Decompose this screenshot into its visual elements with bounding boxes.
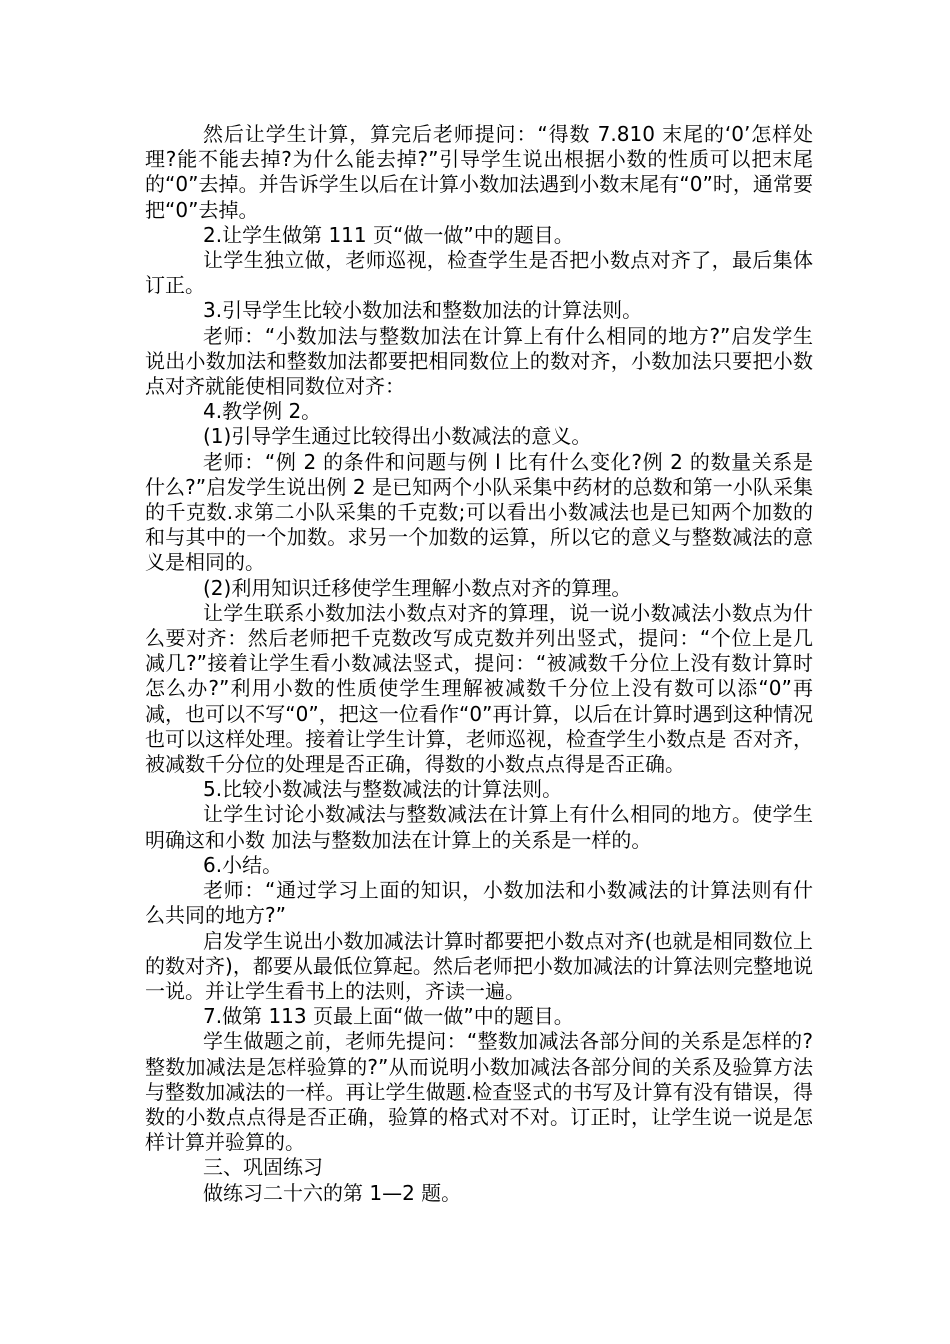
document-body <box>145 122 813 1206</box>
paragraph-exercise: 做练习二十六的第 1—2 题。 <box>203 1180 462 1205</box>
paragraph-step-6: 6.小结。 <box>203 852 283 877</box>
paragraph-teacher-summary-question: 老师：“通过学习上面的知识，小数加法和小数减法的计算法则有什么共同的地方?” <box>145 878 813 928</box>
paragraph-step-2: 2.让学生做第 111 页“做一做”中的题目。 <box>203 222 574 247</box>
paragraph-teacher-question-addition: 老师：“小数加法与整数加法在计算上有什么相同的地方?”启发学生说出小数加法和整数加法都要把相同数位上的数对齐，小数加法只要把小数点对齐就能使相同数位对齐： <box>145 323 813 399</box>
paragraph-subtraction-alignment: 让学生联系小数加法小数点对齐的算理，说一说小数减法小数点为什么要对齐：然后老师把千克数改写成克数并列出竖式，提问：“个位上是几减几?”接着让学生看小数减法竖式，提问：“被减数千分位上没有数计算时怎么办?”利用小数的性质使学生理解被减数千分位上没有数可以添“0”再减，也可以不写“0”，把这一位看作“0”再计算，以后在计算时遇到这种情况也可以这样处理。接着让学生计算，老师巡视，检查学生小数点是 否对齐，被减数千分位的处理是否正确，得数的小数点点得是否正确。 <box>145 600 813 777</box>
paragraph-verification: 学生做题之前，老师先提问：“整数加减法各部分间的关系是怎样的?整数加减法是怎样验算的?”从而说明小数加减法各部分间的关系及验算方法与整数加减法的一样。再让学生做题.检查竖式的书写及计算有没有错误，得数的小数点点得是否正确，验算的格式对不对。订正时，让学生说一说是怎样计算并验算的。 <box>145 1029 813 1155</box>
paragraph-step-4: 4.教学例 2。 <box>203 399 322 424</box>
paragraph-step-7: 7.做第 113 页最上面“做一做”中的题目。 <box>203 1004 574 1029</box>
paragraph-step-5: 5.比较小数减法与整数减法的计算法则。 <box>203 777 563 802</box>
paragraph-substep-1: (1)引导学生通过比较得出小数减法的意义。 <box>203 424 592 449</box>
paragraph-teacher-question-example-2: 老师：“例 2 的条件和问题与例 l 比有什么变化?例 2 的数量关系是什么?”启发学生说出例 2 是已知两个小队采集中药材的总数和第一小队采集的千克数.求第二小队采集的千克数;可以看出小数减法也是已知两个加数的和与其中的一个加数。求另一个加数的运算，所以它的意义与整数减法的意义是相同的。 <box>145 449 813 575</box>
paragraph-discussion: 让学生讨论小数减法与整数减法在计算上有什么相同的地方。使学生明确这和小数 加法与整数加法在计算上的关系是一样的。 <box>145 802 813 852</box>
section-heading-practice: 三、巩固练习 <box>203 1155 323 1180</box>
paragraph-calc-question: 然后让学生计算，算完后老师提问：“得数 7.810 末尾的‘0’怎样处理?能不能去掉?为什么能去掉?”引导学生说出根据小数的性质可以把末尾的“0”去掉。并告诉学生以后在计算小数加法遇到小数末尾有“0”时，通常要把“0”去掉。 <box>145 122 813 222</box>
paragraph-summary-rules: 启发学生说出小数加减法计算时都要把小数点对齐(也就是相同数位上的数对齐)，都要从最低位算起。然后老师把小数加减法的计算法则完整地说一说。并让学生看书上的法则，齐读一遍。 <box>145 928 813 1003</box>
paragraph-step-3: 3.引导学生比较小数加法和整数加法的计算法则。 <box>203 298 643 323</box>
paragraph-independent-work: 让学生独立做，老师巡视，检查学生是否把小数点对齐了，最后集体订正。 <box>145 248 813 298</box>
paragraph-substep-2: (2)利用知识迁移使学生理解小数点对齐的算理。 <box>203 575 632 600</box>
